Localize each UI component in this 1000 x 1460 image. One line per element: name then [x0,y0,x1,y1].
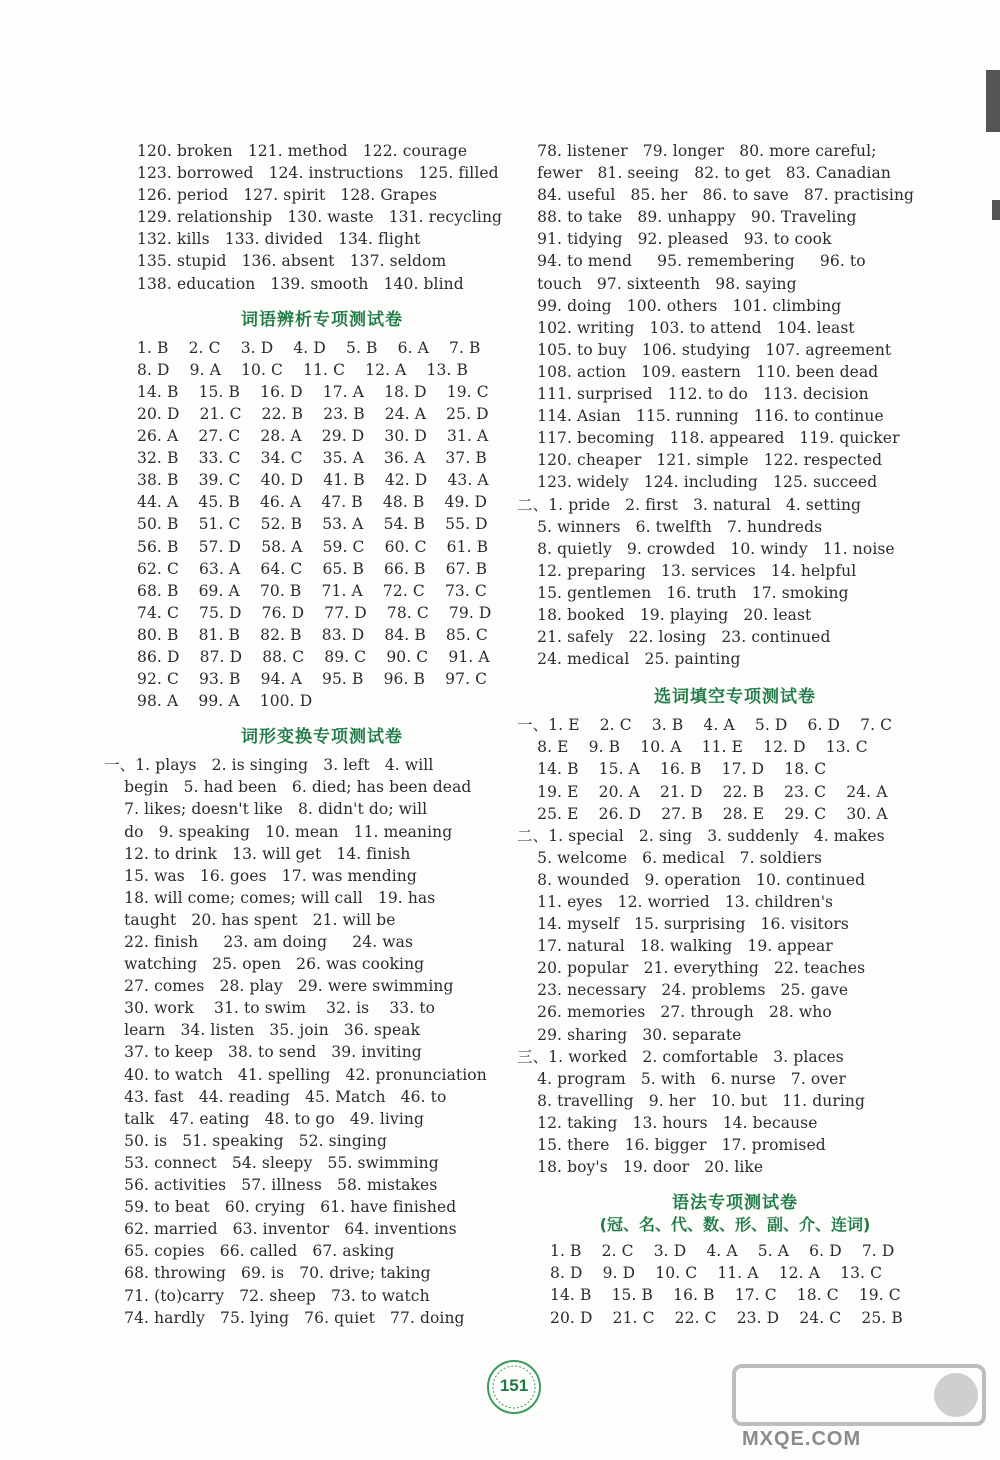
answer-line: 102. writing 103. to attend 104. least [517,318,855,337]
answer-line: 15. gentlemen 16. truth 17. smoking [517,583,849,602]
answer-line: 111. surprised 112. to do 113. decision [517,385,869,404]
answer-line: 38. B 39. C 40. D 41. B 42. D 43. A [137,471,489,490]
answer-line: 123. widely 124. including 125. succeed [517,473,878,492]
answer-line: taught 20. has spent 21. will be [104,910,396,929]
page-number: 151 [499,1376,529,1395]
answer-line: 7. likes; doesn't like 8. didn't do; will [104,800,428,819]
answer-line: 二、1. pride 2. first 3. natural 4. setting [517,495,862,514]
answer-line: 98. A 99. A 100. D [137,692,313,711]
section-heading-cihui: 词语辨析专项测试卷 [241,309,403,330]
answer-block-1 [137,140,507,295]
section-subheading-yufa: (冠、名、代、数、形、副、介、连词) [599,1215,871,1235]
answer-line: 一、1. E 2. C 3. B 4. A 5. D 6. D 7. C [517,716,893,735]
answer-line: fewer 81. seeing 82. to get 83. Canadian [517,164,891,183]
answer-line: 20. popular 21. everything 22. teaches [517,959,866,978]
edge-tab-top [986,70,1000,132]
answer-line: 68. B 69. A 70. B 71. A 72. C 73. C [137,581,487,600]
answer-line: 56. B 57. D 58. A 59. C 60. C 61. B [137,537,489,556]
answer-line: 84. useful 85. her 86. to save 87. practising [517,186,915,205]
answer-line: 91. tidying 92. pleased 93. to cook [517,230,832,249]
answer-line: 5. winners 6. twelfth 7. hundreds [517,517,823,536]
answer-line: 68. throwing 69. is 70. drive; taking [104,1264,431,1283]
answer-line: 14. myself 15. surprising 16. visitors [517,915,849,934]
answer-block-6 [550,1240,920,1328]
answer-line: 20. D 21. C 22. B 23. B 24. A 25. D [137,404,489,423]
answer-line: 56. activities 57. illness 58. mistakes [104,1176,438,1195]
answer-line: 12. to drink 13. will get 14. finish [104,844,411,863]
answer-line: 62. married 63. inventor 64. inventions [104,1220,457,1239]
answer-line: 1. B 2. C 3. D 4. A 5. A 6. D 7. D [550,1242,895,1261]
answer-line: 23. necessary 24. problems 25. gave [517,981,849,1000]
answer-line: 80. B 81. B 82. B 83. D 84. B 85. C [137,625,488,644]
answer-line: 37. to keep 38. to send 39. inviting [104,1043,422,1062]
answer-line: 108. action 109. eastern 110. been dead [517,362,879,381]
answer-line: 30. work 31. to swim 32. is 33. to [104,999,436,1018]
answer-line: 74. hardly 75. lying 76. quiet 77. doing [104,1308,465,1327]
answer-line: 17. natural 18. walking 19. appear [517,937,833,956]
answer-line: 8. D 9. A 10. C 11. C 12. A 13. B [137,360,469,379]
answer-line: 8. E 9. B 10. A 11. E 12. D 13. C [517,738,868,757]
answer-line: 59. to beat 60. crying 61. have finished [104,1198,457,1217]
answer-line: 74. C 75. D 76. D 77. D 78. C 79. D [137,603,492,622]
edge-tab-mid [992,200,1000,220]
answer-line: 24. medical 25. painting [517,650,741,669]
right-column [517,140,920,1329]
answer-line: 三、1. worked 2. comfortable 3. places [517,1047,844,1066]
answer-line: 5. welcome 6. medical 7. soldiers [517,848,823,867]
answer-line: 15. was 16. goes 17. was mending [104,866,417,885]
answer-line: 11. eyes 12. worried 13. children's [517,893,834,911]
answer-line: 27. comes 28. play 29. were swimming [104,977,454,996]
answer-line: 86. D 87. D 88. C 89. C 90. C 91. A [137,647,490,666]
section-heading-yufa: 语法专项测试卷 [672,1193,798,1214]
answer-line: 117. becoming 118. appeared 119. quicker [517,429,900,448]
answer-line: 50. B 51. C 52. B 53. A 54. B 55. D [137,515,488,534]
answer-line: 二、1. special 2. sing 3. suddenly 4. makes [517,826,885,845]
answer-line: 40. to watch 41. spelling 42. pronunciation [104,1065,487,1084]
section-heading-xuanci: 选词填空专项测试卷 [654,687,816,708]
answer-line: 53. connect 54. sleepy 55. swimming [104,1153,439,1172]
answer-line: 65. copies 66. called 67. asking [104,1242,395,1261]
answer-line: 18. will come; comes; will call 19. has [104,888,436,907]
answer-line: 120. broken 121. method 122. courage [137,142,468,160]
answer-line: 21. safely 22. losing 23. continued [517,628,831,647]
answer-line: touch 97. sixteenth 98. saying [517,274,797,293]
answer-line: do 9. speaking 10. mean 11. meaning [104,822,453,841]
answer-line: 14. B 15. B 16. D 17. A 18. D 19. C [137,382,489,401]
answer-line: 14. B 15. B 16. B 17. C 18. C 19. C [550,1286,901,1305]
answer-line: 32. B 33. C 34. C 35. A 36. A 37. B [137,449,487,468]
answer-block-2 [137,337,507,713]
answer-line: 8. quietly 9. crowded 10. windy 11. noise [517,539,895,558]
section-heading-cixing: 词形变换专项测试卷 [241,727,403,748]
answer-line: 88. to take 89. unhappy 90. Traveling [517,208,857,227]
answer-line: 1. B 2. C 3. D 4. D 5. B 6. A 7. B [137,338,481,357]
answer-line: 29. sharing 30. separate [517,1025,742,1044]
answer-line: 135. stupid 136. absent 137. seldom [137,252,447,271]
answer-line: 114. Asian 115. running 116. to continue [517,407,884,426]
answer-line: 62. C 63. A 64. C 65. B 66. B 67. B [137,559,488,578]
answer-line: 25. E 26. D 27. B 28. E 29. C 30. A [517,804,888,823]
answer-line: 132. kills 133. divided 134. flight [137,230,421,249]
answer-line: 94. to mend 95. remembering 96. to [517,252,866,271]
answer-line: 78. listener 79. longer 80. more careful; [517,142,877,160]
answer-line: 8. travelling 9. her 10. but 11. during [517,1091,865,1110]
answer-line: 26. memories 27. through 28. who [517,1003,832,1022]
answer-line: begin 5. had been 6. died; has been dead [104,778,472,797]
answer-line: 8. D 9. D 10. C 11. A 12. A 13. C [550,1264,883,1283]
answer-line: 26. A 27. C 28. A 29. D 30. D 31. A [137,427,489,446]
answer-line: 126. period 127. spirit 128. Grapes [137,186,438,205]
answer-block-5 [517,714,920,1178]
answer-line: 12. preparing 13. services 14. helpful [517,561,857,580]
answer-line: 12. taking 13. hours 14. because [517,1113,818,1132]
answer-line: 15. there 16. bigger 17. promised [517,1136,826,1155]
watermark-text: MXQE.COM [742,1428,862,1450]
answer-line: 129. relationship 130. waste 131. recycling [137,208,503,227]
answer-line: 4. program 5. with 6. nurse 7. over [517,1069,846,1088]
answer-line: 138. education 139. smooth 140. blind [137,274,464,293]
answer-line: talk 47. eating 48. to go 49. living [104,1109,424,1128]
answer-line: 19. E 20. A 21. D 22. B 23. C 24. A [517,782,888,801]
answer-block-3 [104,754,507,1328]
answer-line: 一、1. plays 2. is singing 3. left 4. will [104,756,434,775]
answer-line: 14. B 15. A 16. B 17. D 18. C [517,760,827,779]
answer-line: 120. cheaper 121. simple 122. respected [517,451,883,470]
answer-line: watching 25. open 26. was cooking [104,955,425,974]
answer-line: 105. to buy 106. studying 107. agreement [517,340,892,359]
answer-line: 99. doing 100. others 101. climbing [517,296,842,315]
answer-line: learn 34. listen 35. join 36. speak [104,1021,421,1040]
answer-line: 123. borrowed 124. instructions 125. filled [137,164,499,183]
answer-block-4 [517,140,920,670]
answer-line: 71. (to)carry 72. sheep 73. to watch [104,1286,430,1305]
answer-line: 8. wounded 9. operation 10. continued [517,870,866,889]
answer-line: 44. A 45. B 46. A 47. B 48. B 49. D [137,493,487,512]
answer-line: 18. boy's 19. door 20. like [517,1158,764,1177]
answer-line: 22. finish 23. am doing 24. was [104,933,414,951]
answer-line: 18. booked 19. playing 20. least [517,605,812,624]
left-column [104,140,507,1329]
page-number-badge [484,1357,544,1417]
answer-line: 43. fast 44. reading 45. Match 46. to [104,1087,447,1106]
answer-line: 20. D 21. C 22. C 23. D 24. C 25. B [550,1308,903,1327]
answer-line: 50. is 51. speaking 52. singing [104,1131,388,1150]
answer-line: 92. C 93. B 94. A 95. B 96. B 97. C [137,670,488,689]
